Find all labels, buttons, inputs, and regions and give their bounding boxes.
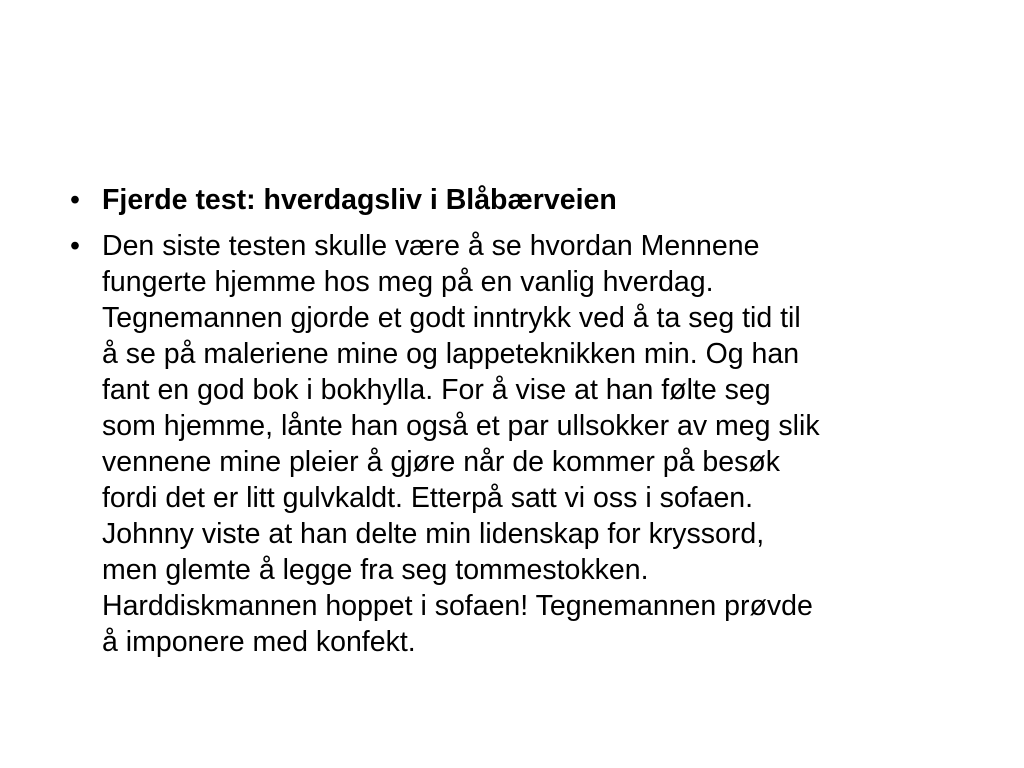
body-line: fungerte hjemme hos meg på en vanlig hverdag. xyxy=(102,266,714,298)
body-line: Tegnemannen gjorde et godt inntrykk ved å ta seg tid til xyxy=(102,302,801,334)
bullet-heading xyxy=(60,182,980,218)
body-line: som hjemme, lånte han også et par ullsokker av meg slik xyxy=(102,410,820,442)
bullet-marker: • xyxy=(70,184,80,216)
bullet-body xyxy=(60,228,980,660)
body-line: Johnny viste at han delte min lidenskap for kryssord, xyxy=(102,518,765,550)
body-line: å se på maleriene mine og lappeteknikken min. Og han xyxy=(102,338,800,370)
body-line: Den siste testen skulle være å se hvordan Mennene xyxy=(102,230,760,262)
heading-text: Fjerde test: hverdagsliv i Blåbærveien xyxy=(102,184,617,216)
body-line: fant en god bok i bokhylla. For å vise at han følte seg xyxy=(102,374,771,406)
bullet-list xyxy=(60,182,980,660)
body-line: fordi det er litt gulvkaldt. Etterpå satt vi oss i sofaen. xyxy=(102,482,754,514)
body-line: men glemte å legge fra seg tommestokken. xyxy=(102,554,649,586)
body-line: å imponere med konfekt. xyxy=(102,626,416,658)
body-line: vennene mine pleier å gjøre når de kommer på besøk xyxy=(102,446,781,478)
body-line: Harddiskmannen hoppet i sofaen! Tegnemannen prøvde xyxy=(102,590,813,622)
body-text xyxy=(102,228,980,660)
bullet-marker: • xyxy=(70,230,80,262)
